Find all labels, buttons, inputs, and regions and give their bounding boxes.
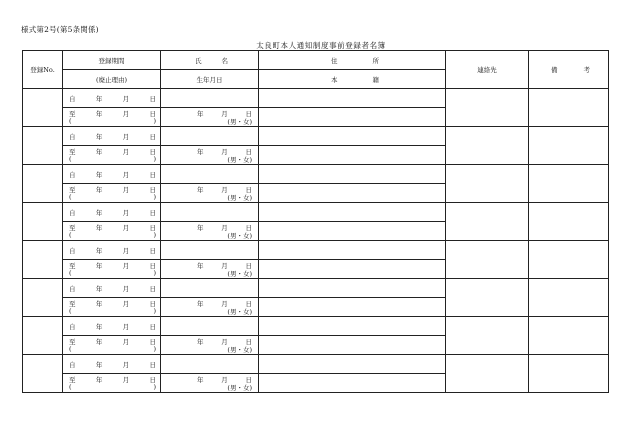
entry-remarks-cell[interactable] bbox=[529, 165, 609, 203]
header-registration-period: 登録期間 bbox=[63, 51, 161, 70]
reason-paren-close: ) bbox=[153, 193, 156, 201]
entry-name-cell[interactable] bbox=[161, 355, 259, 374]
entry-period-to-cell[interactable] bbox=[63, 222, 161, 241]
month-label: 月 bbox=[122, 148, 130, 156]
day-label: 日 bbox=[149, 338, 156, 346]
entry-period-from-cell[interactable] bbox=[63, 317, 161, 336]
entry-remarks-cell[interactable] bbox=[529, 317, 609, 355]
header-registration-no: 登録No. bbox=[23, 51, 63, 89]
day-label: 日 bbox=[149, 170, 156, 179]
year-label: 年 bbox=[95, 170, 103, 179]
day-label: 日 bbox=[245, 338, 252, 346]
reason-paren-open: ( bbox=[69, 155, 72, 163]
month-label: 月 bbox=[221, 148, 228, 156]
month-label: 月 bbox=[221, 110, 228, 118]
day-label: 日 bbox=[149, 322, 156, 331]
entry-registration-no-cell[interactable] bbox=[23, 89, 63, 127]
month-label: 月 bbox=[122, 94, 130, 103]
entry-row-top bbox=[23, 355, 609, 374]
day-label: 日 bbox=[245, 376, 252, 384]
entry-address-cell[interactable] bbox=[259, 279, 446, 298]
month-label: 月 bbox=[122, 132, 130, 141]
entry-domicile-cell[interactable] bbox=[259, 260, 446, 279]
entry-period-from-cell[interactable] bbox=[63, 89, 161, 108]
day-label: 日 bbox=[149, 246, 156, 255]
to-label: 至 bbox=[69, 262, 76, 270]
reason-paren-close: ) bbox=[153, 307, 156, 315]
entry-date-of-birth-cell[interactable] bbox=[161, 374, 259, 393]
reason-paren-close: ) bbox=[153, 117, 156, 125]
from-label: 自 bbox=[69, 322, 76, 331]
sex-option-label: (男・女) bbox=[227, 232, 252, 240]
reason-paren-close: ) bbox=[153, 383, 156, 391]
month-label: 月 bbox=[122, 300, 130, 308]
header-remarks bbox=[529, 51, 609, 89]
entry-address-cell[interactable] bbox=[259, 165, 446, 184]
entry-row-top bbox=[23, 241, 609, 260]
entry-date-of-birth-cell[interactable] bbox=[161, 260, 259, 279]
entry-contact-cell[interactable] bbox=[446, 89, 529, 127]
day-label: 日 bbox=[245, 148, 252, 156]
entry-date-of-birth-cell[interactable] bbox=[161, 222, 259, 241]
month-label: 月 bbox=[122, 284, 130, 293]
entry-remarks-cell[interactable] bbox=[529, 355, 609, 393]
sex-option-label: (男・女) bbox=[227, 270, 252, 278]
form-caption: 様式第2号(第5条関係) bbox=[21, 25, 99, 34]
header-row-1 bbox=[23, 51, 609, 70]
entry-registration-no-cell[interactable] bbox=[23, 203, 63, 241]
entry-registration-no-cell[interactable] bbox=[23, 127, 63, 165]
year-label: 年 bbox=[95, 322, 103, 331]
header-name bbox=[161, 51, 259, 70]
header-domicile-1: 本 bbox=[331, 75, 338, 84]
month-label: 月 bbox=[221, 262, 228, 270]
header-name-2: 名 bbox=[221, 56, 228, 65]
day-label: 日 bbox=[245, 186, 252, 194]
header-remarks-1: 備 bbox=[551, 66, 558, 74]
reason-paren-open: ( bbox=[69, 345, 72, 353]
day-label: 日 bbox=[149, 208, 156, 217]
entry-name-cell[interactable] bbox=[161, 89, 259, 108]
year-label: 年 bbox=[197, 338, 204, 346]
entry-period-to-cell[interactable] bbox=[63, 260, 161, 279]
to-label: 至 bbox=[69, 224, 76, 232]
entry-period-from-cell[interactable] bbox=[63, 241, 161, 260]
entry-row-top bbox=[23, 279, 609, 298]
entry-date-of-birth-cell[interactable] bbox=[161, 336, 259, 355]
entry-period-to-cell[interactable] bbox=[63, 336, 161, 355]
entry-row-top bbox=[23, 203, 609, 222]
entry-period-from-cell[interactable] bbox=[63, 127, 161, 146]
year-label: 年 bbox=[95, 208, 103, 217]
from-label: 自 bbox=[69, 284, 76, 293]
entry-contact-cell[interactable] bbox=[446, 355, 529, 393]
entry-date-of-birth-cell[interactable] bbox=[161, 108, 259, 127]
entry-name-cell[interactable] bbox=[161, 317, 259, 336]
month-label: 月 bbox=[122, 208, 130, 217]
entry-remarks-cell[interactable] bbox=[529, 241, 609, 279]
entry-period-to-cell[interactable] bbox=[63, 108, 161, 127]
entry-contact-cell[interactable] bbox=[446, 165, 529, 203]
entry-period-to-cell[interactable] bbox=[63, 146, 161, 165]
reason-paren-open: ( bbox=[69, 383, 72, 391]
day-label: 日 bbox=[149, 284, 156, 293]
sex-option-label: (男・女) bbox=[227, 308, 252, 316]
month-label: 月 bbox=[122, 262, 130, 270]
entry-registration-no-cell[interactable] bbox=[23, 241, 63, 279]
to-label: 至 bbox=[69, 186, 76, 194]
entry-remarks-cell[interactable] bbox=[529, 89, 609, 127]
from-label: 自 bbox=[69, 94, 76, 103]
entry-date-of-birth-cell[interactable] bbox=[161, 298, 259, 317]
year-label: 年 bbox=[95, 94, 103, 103]
entry-period-from-cell[interactable] bbox=[63, 203, 161, 222]
entry-contact-cell[interactable] bbox=[446, 279, 529, 317]
entry-domicile-cell[interactable] bbox=[259, 222, 446, 241]
year-label: 年 bbox=[95, 338, 103, 346]
month-label: 月 bbox=[221, 300, 228, 308]
day-label: 日 bbox=[149, 224, 156, 232]
entry-period-from-cell[interactable] bbox=[63, 279, 161, 298]
year-label: 年 bbox=[95, 262, 103, 270]
entry-remarks-cell[interactable] bbox=[529, 203, 609, 241]
entry-row-top bbox=[23, 317, 609, 336]
year-label: 年 bbox=[197, 148, 204, 156]
entry-remarks-cell[interactable] bbox=[529, 279, 609, 317]
entry-remarks-cell[interactable] bbox=[529, 127, 609, 165]
to-label: 至 bbox=[69, 338, 76, 346]
year-label: 年 bbox=[95, 360, 103, 369]
month-label: 月 bbox=[122, 110, 130, 118]
year-label: 年 bbox=[95, 186, 103, 194]
day-label: 日 bbox=[149, 376, 156, 384]
year-label: 年 bbox=[95, 132, 103, 141]
entry-name-cell[interactable] bbox=[161, 127, 259, 146]
day-label: 日 bbox=[149, 94, 156, 103]
year-label: 年 bbox=[197, 262, 204, 270]
month-label: 月 bbox=[122, 338, 130, 346]
header-domicile bbox=[259, 70, 446, 89]
entry-address-cell[interactable] bbox=[259, 317, 446, 336]
month-label: 月 bbox=[122, 170, 130, 179]
entry-domicile-cell[interactable] bbox=[259, 374, 446, 393]
header-contact: 連絡先 bbox=[446, 51, 529, 89]
entry-row-top bbox=[23, 165, 609, 184]
reason-paren-open: ( bbox=[69, 269, 72, 277]
reason-paren-close: ) bbox=[153, 269, 156, 277]
year-label: 年 bbox=[197, 110, 204, 118]
reason-paren-close: ) bbox=[153, 345, 156, 353]
entry-date-of-birth-cell[interactable] bbox=[161, 184, 259, 203]
to-label: 至 bbox=[69, 300, 76, 308]
entry-address-cell[interactable] bbox=[259, 89, 446, 108]
month-label: 月 bbox=[122, 224, 130, 232]
day-label: 日 bbox=[149, 262, 156, 270]
year-label: 年 bbox=[95, 300, 103, 308]
header-address bbox=[259, 51, 446, 70]
document-title: 太良町本人通知制度事前登録者名簿 bbox=[256, 41, 386, 50]
day-label: 日 bbox=[245, 110, 252, 118]
entry-registration-no-cell[interactable] bbox=[23, 165, 63, 203]
from-label: 自 bbox=[69, 246, 76, 255]
day-label: 日 bbox=[149, 186, 156, 194]
month-label: 月 bbox=[221, 224, 228, 232]
year-label: 年 bbox=[197, 186, 204, 194]
day-label: 日 bbox=[149, 110, 156, 118]
entry-domicile-cell[interactable] bbox=[259, 298, 446, 317]
entry-period-to-cell[interactable] bbox=[63, 298, 161, 317]
month-label: 月 bbox=[221, 376, 228, 384]
entry-contact-cell[interactable] bbox=[446, 317, 529, 355]
header-remarks-2: 考 bbox=[583, 66, 590, 74]
reason-paren-close: ) bbox=[153, 231, 156, 239]
header-address-1: 住 bbox=[331, 56, 338, 65]
from-label: 自 bbox=[69, 170, 76, 179]
sex-option-label: (男・女) bbox=[227, 384, 252, 392]
header-date-of-birth: 生年月日 bbox=[161, 70, 259, 89]
year-label: 年 bbox=[95, 224, 103, 232]
registry-table bbox=[22, 50, 609, 393]
entry-name-cell[interactable] bbox=[161, 279, 259, 298]
month-label: 月 bbox=[122, 322, 130, 331]
entry-period-from-cell[interactable] bbox=[63, 355, 161, 374]
entry-name-cell[interactable] bbox=[161, 165, 259, 184]
month-label: 月 bbox=[122, 360, 130, 369]
sex-option-label: (男・女) bbox=[227, 118, 252, 126]
day-label: 日 bbox=[245, 224, 252, 232]
year-label: 年 bbox=[95, 110, 103, 118]
day-label: 日 bbox=[149, 360, 156, 369]
sex-option-label: (男・女) bbox=[227, 156, 252, 164]
sex-option-label: (男・女) bbox=[227, 194, 252, 202]
reason-paren-open: ( bbox=[69, 231, 72, 239]
month-label: 月 bbox=[122, 186, 130, 194]
entry-period-to-cell[interactable] bbox=[63, 374, 161, 393]
entry-name-cell[interactable] bbox=[161, 241, 259, 260]
entry-row-top bbox=[23, 127, 609, 146]
header-name-1: 氏 bbox=[195, 56, 202, 65]
year-label: 年 bbox=[95, 284, 103, 293]
header-address-2: 所 bbox=[372, 56, 379, 65]
entry-domicile-cell[interactable] bbox=[259, 146, 446, 165]
year-label: 年 bbox=[95, 246, 103, 255]
entry-name-cell[interactable] bbox=[161, 203, 259, 222]
from-label: 自 bbox=[69, 132, 76, 141]
day-label: 日 bbox=[245, 300, 252, 308]
to-label: 至 bbox=[69, 376, 76, 384]
entry-registration-no-cell[interactable] bbox=[23, 355, 63, 393]
from-label: 自 bbox=[69, 208, 76, 217]
to-label: 至 bbox=[69, 110, 76, 118]
reason-paren-open: ( bbox=[69, 117, 72, 125]
entry-period-from-cell[interactable] bbox=[63, 165, 161, 184]
day-label: 日 bbox=[149, 148, 156, 156]
month-label: 月 bbox=[221, 186, 228, 194]
reason-paren-close: ) bbox=[153, 155, 156, 163]
month-label: 月 bbox=[122, 246, 130, 255]
entry-domicile-cell[interactable] bbox=[259, 184, 446, 203]
entry-address-cell[interactable] bbox=[259, 127, 446, 146]
entry-contact-cell[interactable] bbox=[446, 241, 529, 279]
year-label: 年 bbox=[95, 376, 103, 384]
day-label: 日 bbox=[149, 132, 156, 141]
entry-domicile-cell[interactable] bbox=[259, 336, 446, 355]
year-label: 年 bbox=[197, 376, 204, 384]
entry-row-top bbox=[23, 89, 609, 108]
day-label: 日 bbox=[149, 300, 156, 308]
to-label: 至 bbox=[69, 148, 76, 156]
month-label: 月 bbox=[122, 376, 130, 384]
reason-paren-open: ( bbox=[69, 193, 72, 201]
entry-address-cell[interactable] bbox=[259, 203, 446, 222]
year-label: 年 bbox=[197, 300, 204, 308]
month-label: 月 bbox=[221, 338, 228, 346]
entry-period-to-cell[interactable] bbox=[63, 184, 161, 203]
header-abolition-reason: (廃止理由) bbox=[63, 70, 161, 89]
entry-domicile-cell[interactable] bbox=[259, 108, 446, 127]
day-label: 日 bbox=[245, 262, 252, 270]
entry-contact-cell[interactable] bbox=[446, 203, 529, 241]
year-label: 年 bbox=[197, 224, 204, 232]
reason-paren-open: ( bbox=[69, 307, 72, 315]
header-domicile-2: 籍 bbox=[372, 75, 379, 84]
entry-registration-no-cell[interactable] bbox=[23, 317, 63, 355]
from-label: 自 bbox=[69, 360, 76, 369]
entry-contact-cell[interactable] bbox=[446, 127, 529, 165]
sex-option-label: (男・女) bbox=[227, 346, 252, 354]
year-label: 年 bbox=[95, 148, 103, 156]
entry-registration-no-cell[interactable] bbox=[23, 279, 63, 317]
entry-date-of-birth-cell[interactable] bbox=[161, 146, 259, 165]
entry-address-cell[interactable] bbox=[259, 241, 446, 260]
entry-address-cell[interactable] bbox=[259, 355, 446, 374]
